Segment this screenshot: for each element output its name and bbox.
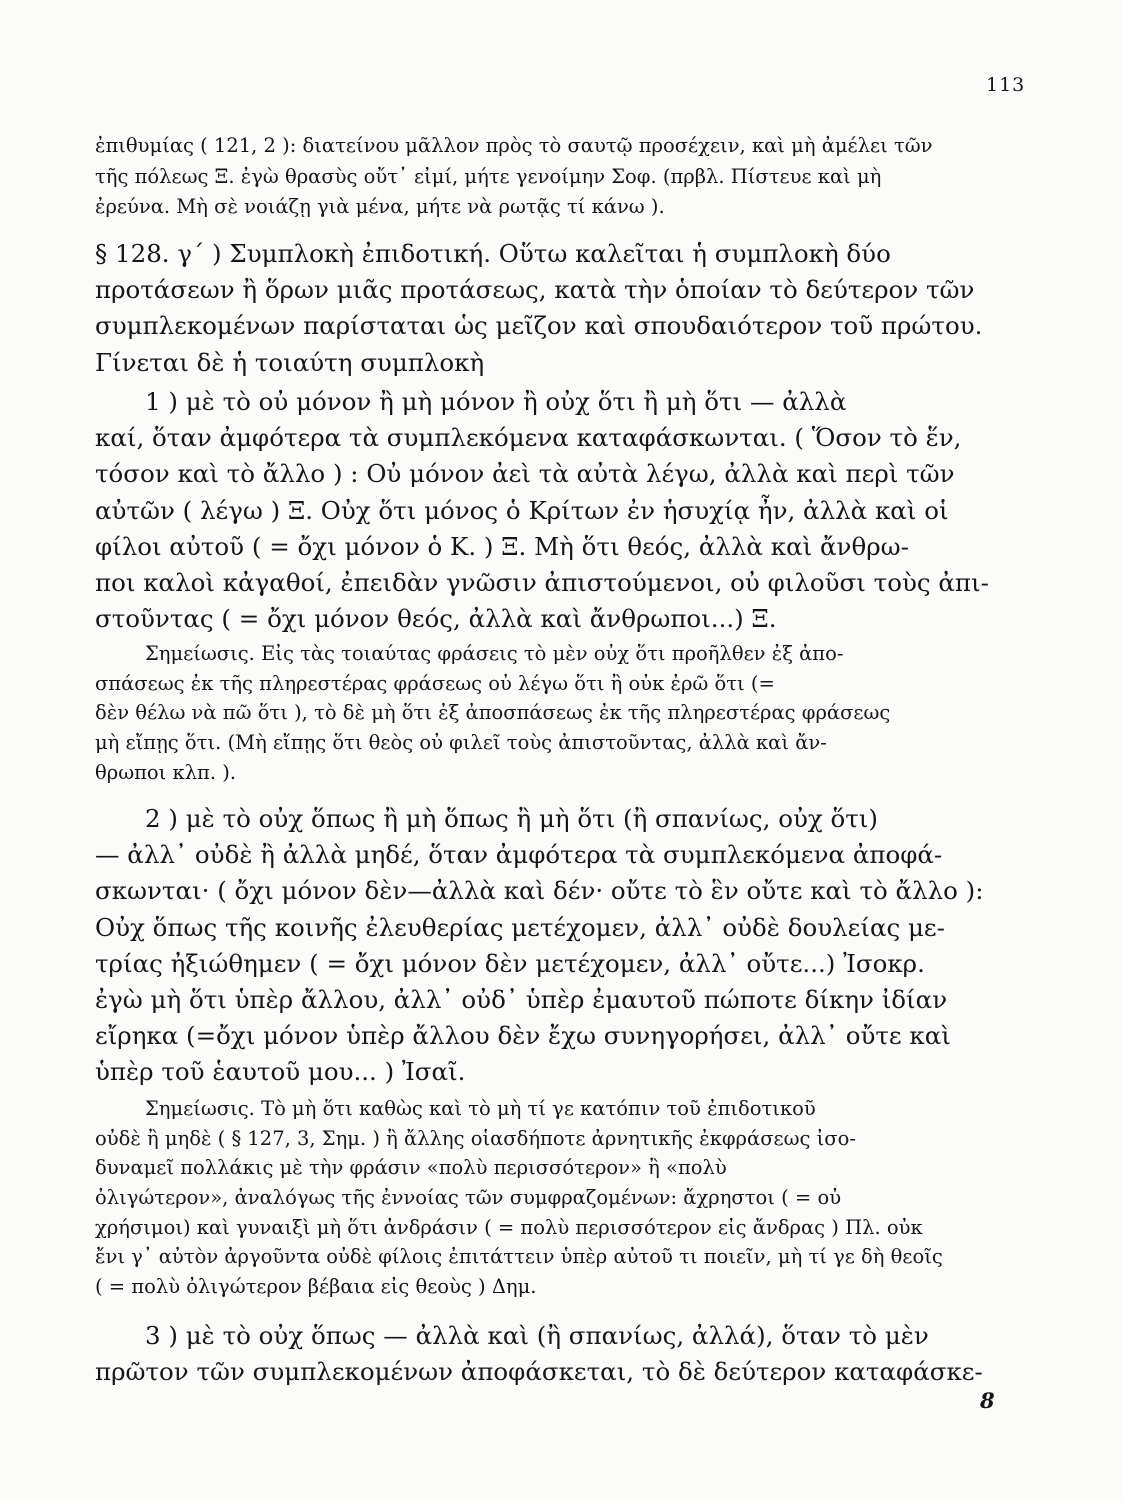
text-line: οὐδὲ ἢ μηδὲ ( § 127, 3, Σημ. ) ἢ ἄλλης οἱασδήποτε ἀρνητικῆς ἐκφράσεως ἰσο-	[95, 1126, 856, 1150]
text-line: στοῦντας ( = ὄχι μόνον θεός, ἀλλὰ καὶ ἄνθρωποι...) Ξ.	[95, 604, 777, 634]
signature-mark: 8	[980, 1388, 995, 1413]
text-line: πρῶτον τῶν συμπλεκομένων ἀποφάσκεται, τὸ δὲ δεύτερον καταφάσκε-	[95, 1357, 983, 1387]
item-heading-line: 1 ) μὲ τὸ οὐ μόνον ἢ μὴ μόνον ἢ οὐχ ὅτι ἢ μὴ ὅτι — ἀλλὰ	[145, 387, 847, 416]
text-line: ἐγὼ μὴ ὅτι ὑπὲρ ἄλλου, ἀλλ᾽ οὐδ᾽ ὑπὲρ ἐμαυτοῦ πώποτε δίκην ἰδίαν	[95, 984, 948, 1014]
text-line: — ἀλλ᾽ οὐδὲ ἢ ἀλλὰ μηδέ, ὅταν ἀμφότερα τὰ συμπλεκόμενα ἀποφά-	[95, 840, 943, 870]
text-line: συμπλεκομένων παρίσταται ὡς μεῖζον καὶ σπουδαιότερον τοῦ πρώτου.	[95, 311, 983, 341]
item-2	[95, 801, 1025, 1091]
text-line: ὑπὲρ τοῦ ἑαυτοῦ μου... ) Ἰσαῖ.	[95, 1057, 466, 1087]
section-heading-line: § 128. γ΄ ) Συμπλοκὴ ἐπιδοτική. Οὕτω καλεῖται ἡ συμπλοκὴ δύο	[95, 239, 891, 268]
text-line: ποι καλοὶ κἀγαθοί, ἐπειδὰν γνῶσιν ἀπιστούμενοι, οὐ φιλοῦσι τοὺς ἀπι-	[95, 567, 989, 597]
text-line: προτάσεων ἢ ὅρων μιᾶς προτάσεως, κατὰ τὴν ὁποίαν τὸ δεύτερον τῶν	[95, 275, 975, 305]
item-heading-line: 2 ) μὲ τὸ οὐχ ὅπως ἢ μὴ ὅπως ἢ μὴ ὅτι (ἢ σπανίως, οὐχ ὅτι)	[145, 804, 878, 833]
note-1	[95, 639, 1025, 787]
text-line: ( = πολὺ ὀλιγώτερον βέβαια εἰς θεοὺς ) Δημ.	[95, 1275, 537, 1299]
text-line: σκωνται· ( ὄχι μόνον δὲν—ἀλλὰ καὶ δέν· οὔτε τὸ ἓν οὔτε καὶ τὸ ἄλλο ):	[95, 876, 984, 906]
text-line: δὲν θέλω νὰ πῶ ὅτι ), τὸ δὲ μὴ ὅτι ἐξ ἀποσπάσεως ἐκ τῆς πληρεστέρας φράσεως	[95, 701, 891, 725]
text-line: τῆς πόλεως Ξ. ἐγὼ θρασὺς οὔτ᾽ εἰμί, μήτε γενοίμην Σοφ. (πρβλ. Πίστευε καὶ μὴ	[95, 164, 882, 188]
page-number: 113	[986, 74, 1026, 96]
note-heading-line: Σημείωσις. Εἰς τὰς τοιαύτας φράσεις τὸ μὲν οὐχ ὅτι προῆλθεν ἐξ ἀπο-	[145, 642, 844, 665]
text-line: ἐρεύνα. Μὴ σὲ νοιάζῃ γιὰ μένα, μήτε νὰ ρωτᾷς τί κάνω ).	[95, 195, 665, 218]
item-1	[95, 384, 1025, 637]
text-line: αὐτῶν ( λέγω ) Ξ. Οὐχ ὅτι μόνος ὁ Κρίτων ἐν ἡσυχίᾳ ἦν, ἀλλὰ καὶ οἱ	[95, 495, 949, 525]
text-line: ἔνι γ᾽ αὐτὸν ἀργοῦντα οὐδὲ φίλοις ἐπιτάττειν ὑπὲρ αὐτοῦ τι ποιεῖν, μὴ τί γε δὴ θεοῖς	[95, 1245, 943, 1269]
text-line: ἐπιθυμίας ( 121, 2 ): διατείνου μᾶλλον πρὸς τὸ σαυτῷ προσέχειν, καὶ μὴ ἀμέλει τῶν	[95, 134, 933, 157]
text-line: χρήσιμοι) καὶ γυναιξὶ μὴ ὅτι ἀνδράσιν ( = πολὺ περισσότερον εἰς ἄνδρας ) Πλ. οὐκ	[95, 1215, 923, 1239]
text-line: καί, ὅταν ἀμφότερα τὰ συμπλεκόμενα καταφάσκωνται. ( Ὅσον τὸ ἕν,	[95, 423, 962, 453]
section-128	[95, 236, 1025, 381]
text-line: ὀλιγώτερον», ἀναλόγως τῆς ἐννοίας τῶν συμφραζομένων: ἄχρηστοι ( = οὐ	[95, 1186, 842, 1210]
item-heading-line: 3 ) μὲ τὸ οὐχ ὅπως — ἀλλὰ καὶ (ἢ σπανίως, ἀλλά), ὅταν τὸ μὲν	[145, 1321, 929, 1350]
text-line: τόσον καὶ τὸ ἄλλο ) : Οὐ μόνον ἀεὶ τὰ αὐτὰ λέγω, ἀλλὰ καὶ περὶ τῶν	[95, 459, 955, 489]
text-line: φίλοι αὐτοῦ ( = ὄχι μόνον ὁ Κ. ) Ξ. Μὴ ὅτι θεός, ἀλλὰ καὶ ἄνθρω-	[95, 531, 909, 561]
text-line: μὴ εἴπῃς ὅτι. (Μὴ εἴπῃς ὅτι θεὸς οὐ φιλεῖ τοὺς ἀπιστοῦντας, ἀλλὰ καὶ ἄν-	[95, 731, 827, 755]
item-3	[95, 1318, 1025, 1390]
text-line: Γίνεται δὲ ἡ τοιαύτη συμπλοκὴ	[95, 347, 485, 377]
text-line: τρίας ἠξιώθημεν ( = ὄχι μόνον δὲν μετέχομεν, ἀλλ᾽ οὔτε...) Ἰσοκρ.	[95, 948, 925, 978]
text-line: σπάσεως ἐκ τῆς πληρεστέρας φράσεως οὐ λέγω ὅτι ἢ οὐκ ἐρῶ ὅτι (=	[95, 671, 775, 695]
text-line: Οὐχ ὅπως τῆς κοινῆς ἐλευθερίας μετέχομεν, ἀλλ᾽ οὐδὲ δουλείας με-	[95, 912, 945, 942]
note-2	[95, 1094, 1025, 1302]
note-heading-line: Σημείωσις. Τὸ μὴ ὅτι καθὼς καὶ τὸ μὴ τί γε κατόπιν τοῦ ἐπιδοτικοῦ	[145, 1097, 816, 1120]
top-continuation	[95, 131, 1025, 223]
text-line: θρωποι κλπ. ).	[95, 760, 237, 784]
text-line: εἴρηκα (=ὄχι μόνον ὑπὲρ ἄλλου δὲν ἔχω συνηγορήσει, ἀλλ᾽ οὔτε καὶ	[95, 1021, 951, 1051]
text-line: δυναμεῖ πολλάκις μὲ τὴν φράσιν «πολὺ περισσότερον» ἢ «πολὺ	[95, 1156, 727, 1180]
